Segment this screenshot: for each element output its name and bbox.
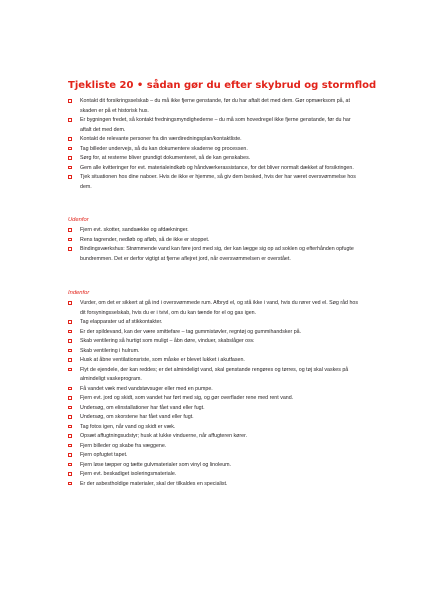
list-item: Er der spildevand, kan der være smittefare – tag gummistøvler, regntøj og gummihandsker på. (68, 328, 358, 338)
list-item: Rens tagrender, nedløb og afløb, så de ikke er stoppet. (68, 236, 358, 246)
checkbox-icon[interactable] (68, 358, 72, 362)
checkbox-icon[interactable] (68, 472, 72, 476)
list-item: Bindingsværkshus: Strømmende vand kan føre jord med sig, der kan lægge sig op ad soklen og efterhånden opfugte bundremmen. Det er derfor vigtigt at fjerne aflejret jord, når oversvømmelsen er overstået. (68, 245, 358, 264)
list-item: Er bygningen fredet, så kontakt fredningsmyndighederne – du må som hovedregel ikke fjerne genstande, før du har aftalt det med dem. (68, 116, 358, 135)
checkbox-icon[interactable] (68, 166, 72, 170)
indenfor-checklist (68, 299, 358, 489)
list-item: Tag billeder undervejs, så du kan dokumentere skaderne og processen. (68, 145, 358, 155)
list-item: Skab ventilering så hurtigt som muligt – åbn døre, vinduer, skabslåger osv. (68, 337, 358, 347)
checkbox-icon[interactable] (68, 349, 72, 353)
list-item: Kontakt dit forsikringsselskab – du må ikke fjerne genstande, før du har aftalt det med dem. Gør opmærksom på, at skaden er på et historisk hus. (68, 97, 358, 116)
list-item: Sørg for, at resterne bliver grundigt dokumenteret, så de kan genskabes. (68, 154, 358, 164)
list-item: Undersøg, om elinstallationer har fået vand eller fugt. (68, 404, 358, 414)
list-item: Fjern løse tæpper og tætte gulvmaterialer som vinyl og linoleum. (68, 461, 358, 471)
list-item: Tag elapparater ud af stikkontakter. (68, 318, 358, 328)
checkbox-icon[interactable] (68, 434, 72, 438)
intro-checklist (68, 97, 358, 192)
checkbox-icon[interactable] (68, 415, 72, 419)
list-item: Husk at åbne ventilationsriste, som måske er blevet lukket i akutfasen. (68, 356, 358, 366)
checkbox-icon[interactable] (68, 339, 72, 343)
checkbox-icon[interactable] (68, 137, 72, 141)
udenfor-checklist (68, 226, 358, 264)
page-title: Tjekliste 20 • sådan gør du efter skybrud og stormflod (68, 80, 377, 91)
list-item: Vurder, om det er sikkert at gå ind i oversvømmede rum. Afbryd el, og stå ikke i vand, hvis du rører ved el. Søg råd hos dit forsyningsselskab, hvis du er i tvivl, om du kan tænde for el og gas igen. (68, 299, 358, 318)
list-item: Fjern evt. jord og skidt, som vandet har ført med sig, og gør overflader rene med rent vand. (68, 394, 358, 404)
checkbox-icon[interactable] (68, 147, 72, 151)
checkbox-icon[interactable] (68, 228, 72, 232)
list-item: Tjek situationen hos dine naboer. Hvis de ikke er hjemme, så giv dem besked, hvis der har været oversvømmelse hos dem. (68, 173, 358, 192)
checkbox-icon[interactable] (68, 425, 72, 429)
checkbox-icon[interactable] (68, 238, 72, 242)
list-item: Opsæt affugtningsudstyr; husk at lukke vinduerne, når affugteren kører. (68, 432, 358, 442)
checkbox-icon[interactable] (68, 247, 72, 251)
checkbox-icon[interactable] (68, 175, 72, 179)
list-item: Få vandet væk med vandstøvsuger eller med en pumpe. (68, 385, 358, 395)
checkbox-icon[interactable] (68, 330, 72, 334)
list-item: Fjern billeder og skabe fra væggene. (68, 442, 358, 452)
section-heading-indenfor: Indenfor (68, 290, 90, 296)
checkbox-icon[interactable] (68, 482, 72, 486)
list-item: Fjern opfugtet tapet. (68, 451, 358, 461)
list-item: Tag fotos igen, når vand og skidt er væk. (68, 423, 358, 433)
list-item: Skab ventilering i hulrum. (68, 347, 358, 357)
checkbox-icon[interactable] (68, 368, 72, 372)
checkbox-icon[interactable] (68, 301, 72, 305)
section-heading-udenfor: Udenfor (68, 217, 89, 223)
checkbox-icon[interactable] (68, 156, 72, 160)
list-item: Kontakt de relevante personer fra din værdiredningsplan/kontaktliste. (68, 135, 358, 145)
checkbox-icon[interactable] (68, 406, 72, 410)
list-item: Undersøg, om skorstene har fået vand eller fugt. (68, 413, 358, 423)
checkbox-icon[interactable] (68, 387, 72, 391)
checkbox-icon[interactable] (68, 99, 72, 103)
list-item: Gem alle kvitteringer for evt. materialeindkøb og håndværkerassistance, for det bliver normalt dækket af forsikringen. (68, 164, 358, 174)
checkbox-icon[interactable] (68, 463, 72, 467)
checkbox-icon[interactable] (68, 444, 72, 448)
list-item: Fjern evt. beskadiget isoleringsmateriale. (68, 470, 358, 480)
list-item: Er der asbestholdige materialer, skal der tilkaldes en specialist. (68, 480, 358, 490)
checkbox-icon[interactable] (68, 118, 72, 122)
list-item: Fjern evt. skotter, sandsække og afdækninger. (68, 226, 358, 236)
checkbox-icon[interactable] (68, 396, 72, 400)
list-item: Flyt de ejendele, der kan reddes; er det almindeligt vand, skal genstande rengøres og tørres, og tøj skal vaskes på almindeligt vaskeprogram. (68, 366, 358, 385)
checkbox-icon[interactable] (68, 453, 72, 457)
checkbox-icon[interactable] (68, 320, 72, 324)
